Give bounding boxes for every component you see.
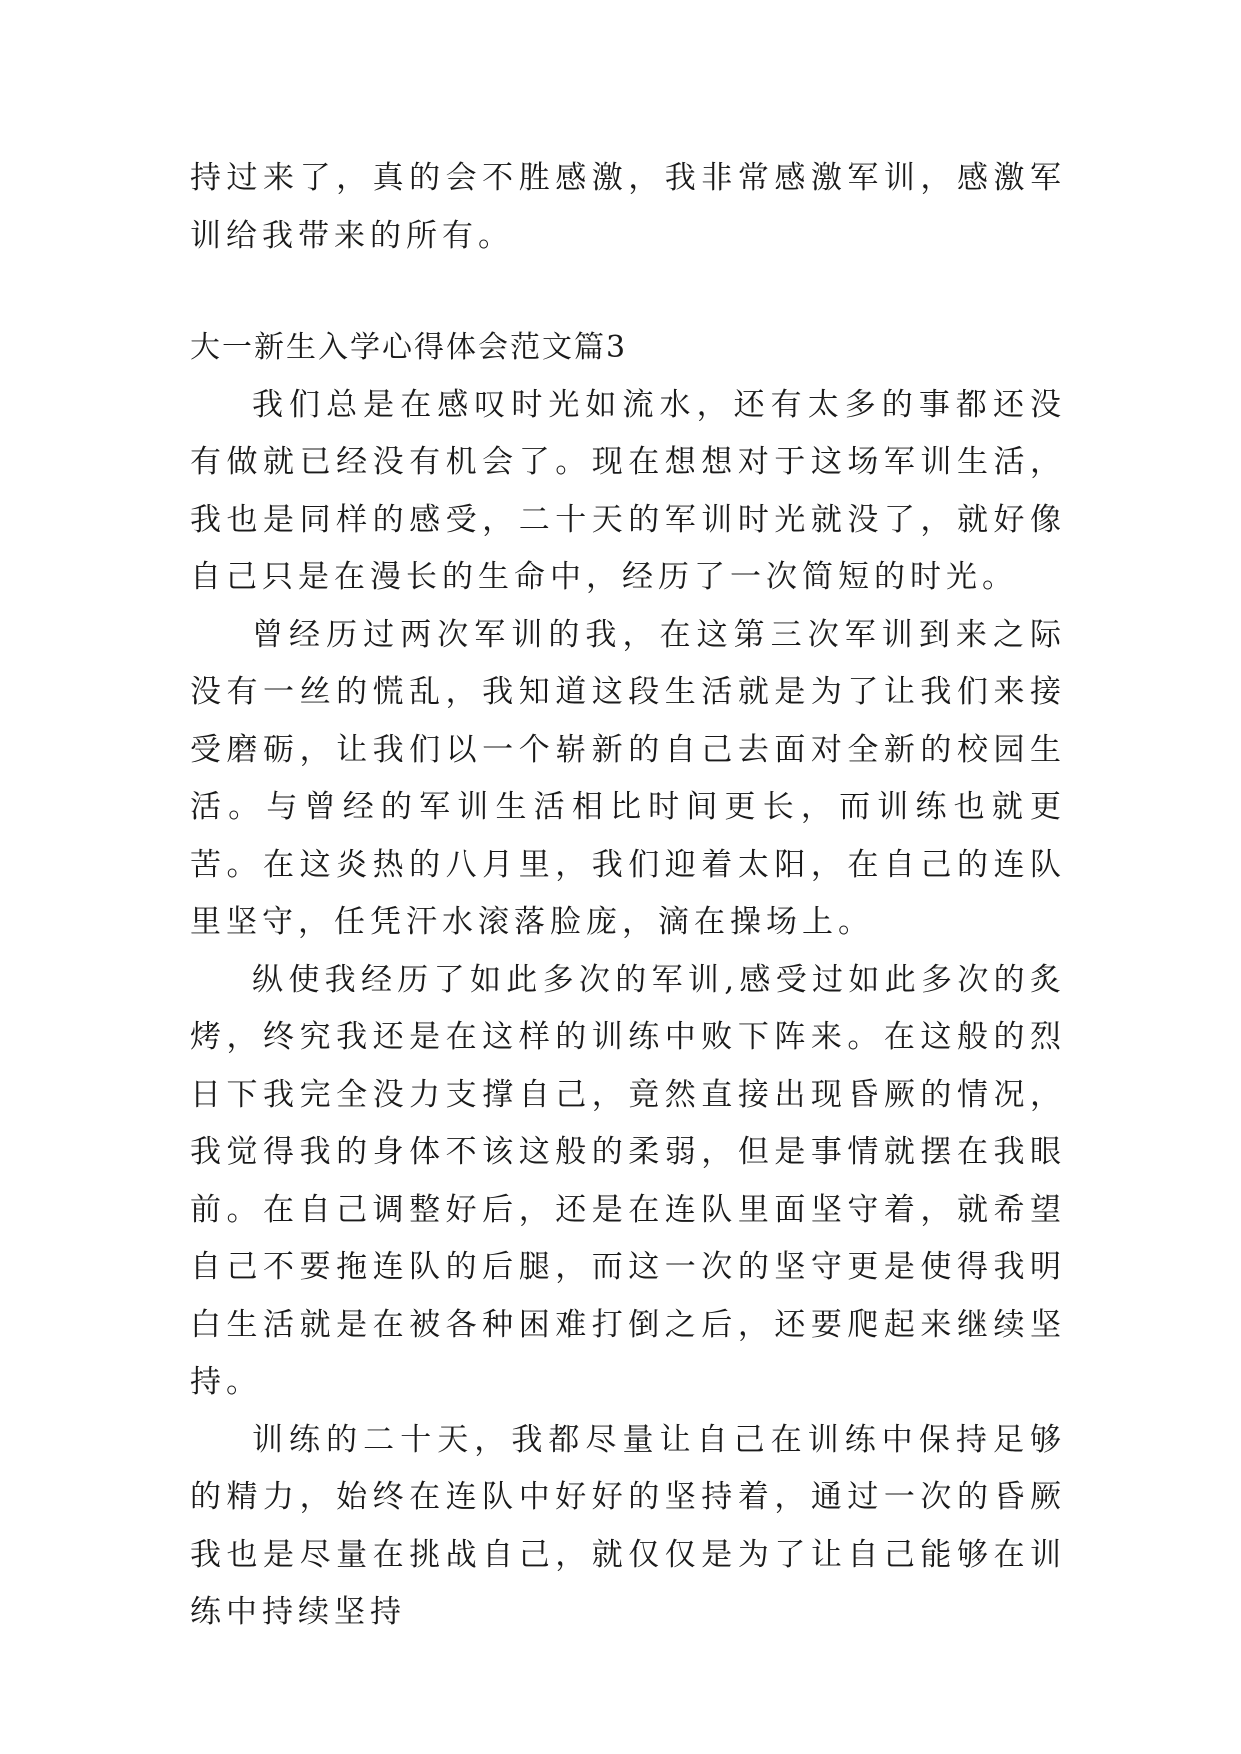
body-paragraph-1: 我们总是在感叹时光如流水，还有太多的事都还没有做就已经没有机会了。现在想想对于这场军训生活，我也是同样的感受，二十天的军训时光就没了，就好像自己只是在漫长的生命中，经历了一次简短的时光。	[190, 386, 1066, 595]
body-paragraph-2: 曾经历过两次军训的我，在这第三次军训到来之际没有一丝的慌乱，我知道这段生活就是为了让我们来接受磨砺，让我们以一个崭新的自己去面对全新的校园生活。与曾经的军训生活相比时间更长，而训练也就更苦。在这炎热的八月里，我们迎着太阳，在自己的连队里坚守，任凭汗水滚落脸庞，滴在操场上。	[190, 616, 1066, 940]
document-body	[190, 150, 1066, 1642]
body-paragraph-4: 训练的二十天，我都尽量让自己在训练中保持足够的精力，始终在连队中好好的坚持着，通过一次的昏厥我也是尽量在挑战自己，就仅仅是为了让自己能够在训练中持续坚持	[190, 1421, 1066, 1630]
body-paragraph-3: 纵使我经历了如此多次的军训,感受过如此多次的炙烤，终究我还是在这样的训练中败下阵来。在这般的烈日下我完全没力支撑自己，竟然直接出现昏厥的情况，我觉得我的身体不该这般的柔弱，但是事情就摆在我眼前。在自己调整好后，还是在连队里面坚守着，就希望自己不要拖连队的后腿，而这一次的坚守更是使得我明白生活就是在被各种困难打倒之后，还要爬起来继续坚持。	[190, 961, 1066, 1400]
section-heading: 大一新生入学心得体会范文篇3	[190, 330, 628, 365]
intro-paragraph: 持过来了，真的会不胜感激，我非常感激军训，感激军训给我带来的所有。	[190, 160, 1066, 254]
